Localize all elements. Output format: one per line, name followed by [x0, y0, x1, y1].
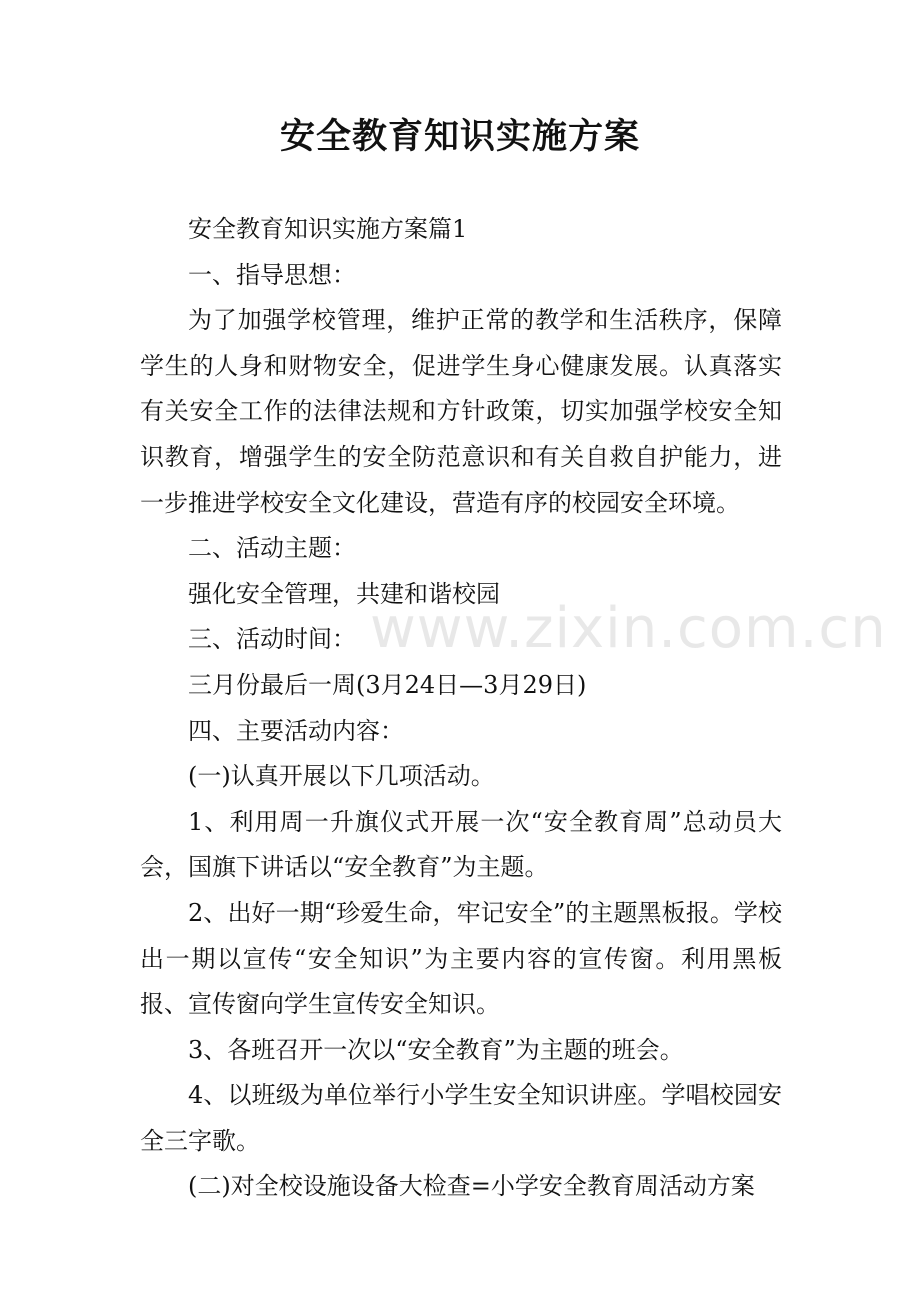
- list-item: 1、利用周一升旗仪式开展一次“安全教育周”总动员大会，国旗下讲话以“安全教育”为主题。: [140, 807, 782, 882]
- sub-heading: (一)认真开展以下几项活动。: [188, 762, 495, 791]
- body-paragraph: 三月份最后一周(3月24日—3月29日): [188, 670, 587, 699]
- section-heading: 三、活动时间：: [188, 625, 356, 654]
- section-heading: 二、活动主题：: [188, 534, 356, 563]
- body-paragraph: 为了加强学校管理，维护正常的教学和生活秩序，保障学生的人身和财物安全，促进学生身心健康发展。认真落实有关安全工作的法律法规和方针政策，切实加强学校安全知识教育，增强学生的安全防范意识和有关自救自护能力，进一步推进学校安全文化建设，营造有序的校园安全环境。: [140, 306, 782, 517]
- watermark: www.zixin.com.cn: [370, 596, 887, 661]
- document-body: [140, 207, 782, 1210]
- list-item: 2、出好一期“珍爱生命，牢记安全”的主题黑板报。学校出一期以宣传“安全知识”为主要内容的宣传窗。利用黑板报、宣传窗向学生宣传安全知识。: [140, 898, 782, 1019]
- document-title: 安全教育知识实施方案: [279, 117, 640, 157]
- section-heading: 四、主要活动内容：: [188, 716, 404, 745]
- list-item: 3、各班召开一次以“安全教育”为主题的班会。: [188, 1035, 684, 1064]
- body-paragraph: 强化安全管理，共建和谐校园: [188, 579, 500, 608]
- section-heading: 一、指导思想：: [188, 260, 356, 289]
- sub-heading: (二)对全校设施设备大检查=小学安全教育周活动方案: [188, 1172, 755, 1201]
- section-heading: 安全教育知识实施方案篇1: [188, 215, 468, 243]
- list-item: 4、以班级为单位举行小学生安全知识讲座。学唱校园安全三字歌。: [140, 1081, 782, 1155]
